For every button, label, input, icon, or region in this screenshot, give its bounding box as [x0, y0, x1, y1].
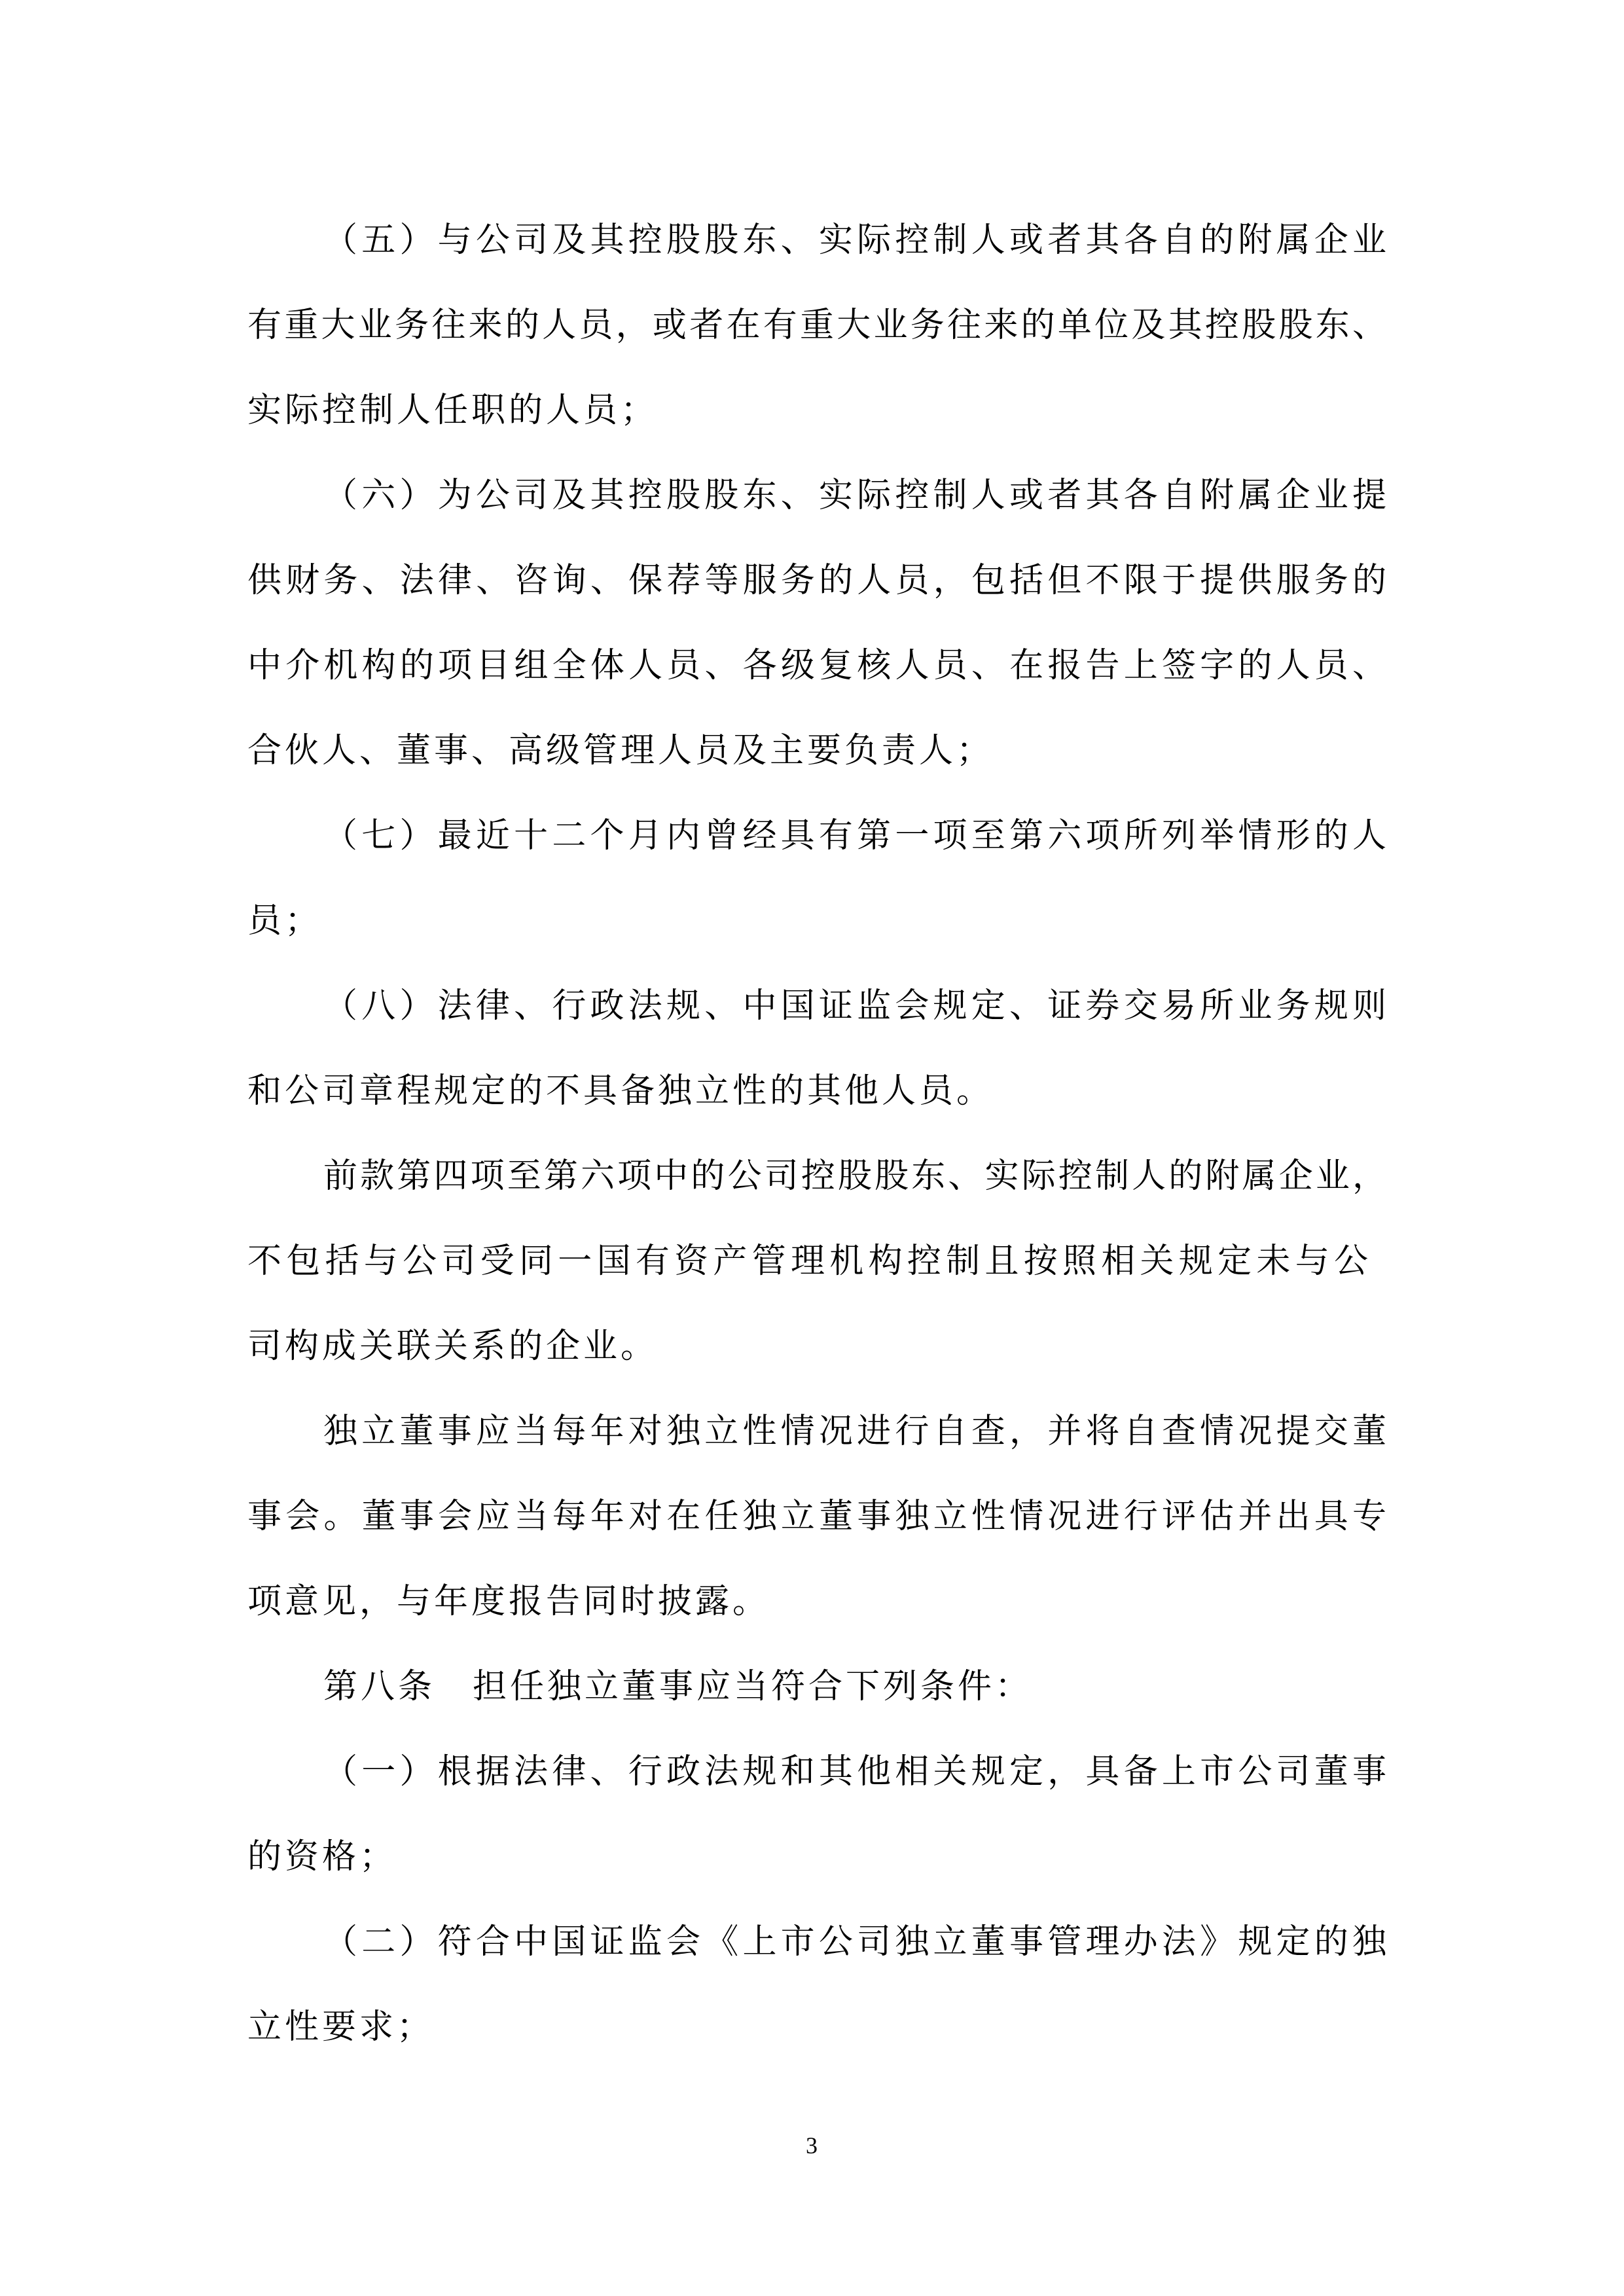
paragraph-affiliates-line-1: 前款第四项至第六项中的公司控股股东、实际控制人的附属企业，	[323, 1158, 1386, 1195]
article-8-item-2-line-2: 立性要求；	[247, 2009, 435, 2046]
paragraph-item-6-line-2: 供财务、法律、咨询、保荐等服务的人员，包括但不限于提供服务的	[247, 562, 1386, 600]
paragraph-item-5-line-1: （五）与公司及其控股股东、实际控制人或者其各自的附属企业	[323, 222, 1386, 259]
article-8-item-1-line-2: 的资格；	[247, 1839, 397, 1876]
paragraph-item-6-line-1: （六）为公司及其控股股东、实际控制人或者其各自附属企业提	[323, 477, 1386, 514]
paragraph-affiliates-line-2: 不包括与公司受同一国有资产管理机构控制且按照相关规定未与公	[247, 1243, 1368, 1280]
paragraph-self-check-line-2: 事会。董事会应当每年对在任独立董事独立性情况进行评估并出具专	[247, 1498, 1386, 1535]
page-number: 3	[806, 2132, 818, 2159]
article-8-item-2-line-1: （二）符合中国证监会《上市公司独立董事管理办法》规定的独	[323, 1924, 1386, 1961]
paragraph-item-7-line-2: 员；	[247, 903, 323, 940]
paragraph-item-7-line-1: （七）最近十二个月内曾经具有第一项至第六项所列举情形的人	[323, 817, 1386, 855]
paragraph-self-check-line-1: 独立董事应当每年对独立性情况进行自查，并将自查情况提交董	[323, 1413, 1386, 1450]
paragraph-item-8-line-2: 和公司章程规定的不具备独立性的其他人员。	[247, 1073, 994, 1110]
paragraph-item-5-line-3: 实际控制人任职的人员；	[247, 392, 659, 429]
paragraph-item-6-line-3: 中介机构的项目组全体人员、各级复核人员、在报告上签字的人员、	[247, 647, 1386, 685]
paragraph-self-check-line-3: 项意见，与年度报告同时披露。	[247, 1583, 770, 1621]
article-8-heading: 第八条 担任独立董事应当符合下列条件：	[323, 1668, 1033, 1706]
paragraph-item-8-line-1: （八）法律、行政法规、中国证监会规定、证券交易所业务规则	[323, 988, 1386, 1025]
article-8-item-1-line-1: （一）根据法律、行政法规和其他相关规定，具备上市公司董事	[323, 1753, 1386, 1791]
paragraph-item-5-line-2: 有重大业务往来的人员，或者在有重大业务往来的单位及其控股股东、	[247, 307, 1386, 344]
paragraph-affiliates-line-3: 司构成关联关系的企业。	[247, 1328, 659, 1365]
paragraph-item-6-line-4: 合伙人、董事、高级管理人员及主要负责人；	[247, 732, 994, 770]
